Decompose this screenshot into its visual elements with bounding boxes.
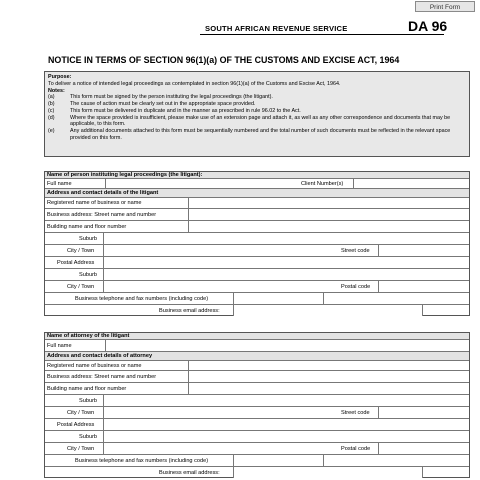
city-label: City / Town xyxy=(67,409,95,416)
litigant-client-number-field[interactable] xyxy=(353,179,469,188)
litigant-street-code-field[interactable] xyxy=(378,245,469,256)
litigant-postal-suburb-field[interactable] xyxy=(103,269,469,280)
attorney-full-name-row xyxy=(45,340,469,352)
business-address-label: Business address: Street name and number xyxy=(47,373,157,380)
suburb-label: Suburb xyxy=(79,271,98,278)
litigant-section xyxy=(44,171,470,316)
building-label: Building name and floor number xyxy=(47,385,127,392)
registered-name-label: Registered name of business or name xyxy=(47,200,142,206)
litigant-full-name-row xyxy=(45,179,469,189)
litigant-telephone-row xyxy=(45,293,469,305)
attorney-registered-name-row xyxy=(45,361,469,371)
note-number: (e) xyxy=(48,128,55,134)
street-code-label: Street code xyxy=(341,247,370,254)
form-code: DA 96 xyxy=(408,18,448,34)
litigant-city-field[interactable] xyxy=(103,245,335,256)
litigant-registered-name-row xyxy=(45,198,469,209)
notes-heading: Notes: xyxy=(48,87,65,94)
litigant-fax-field[interactable] xyxy=(323,293,423,304)
attorney-telephone-field[interactable] xyxy=(233,455,323,466)
telephone-label: Business telephone and fax numbers (including code) xyxy=(75,457,209,464)
email-label: Business email address: xyxy=(159,469,220,476)
litigant-business-address-row xyxy=(45,209,469,221)
attorney-telephone-row xyxy=(45,455,469,467)
email-label: Business email address: xyxy=(159,307,220,314)
litigant-city-row xyxy=(45,245,469,257)
attorney-suburb-field[interactable] xyxy=(103,395,469,406)
attorney-heading: Name of attorney of the litigant xyxy=(45,333,469,340)
litigant-postal-suburb-row xyxy=(45,269,469,281)
note-item xyxy=(48,115,466,129)
business-address-label: Business address: Street name and number xyxy=(47,211,157,218)
note-number: (c) xyxy=(48,107,55,114)
client-number-label: Client Number(s) xyxy=(301,180,344,187)
attorney-registered-name-field[interactable] xyxy=(188,361,469,370)
attorney-city-field[interactable] xyxy=(103,407,335,418)
litigant-postal-code-field[interactable] xyxy=(378,281,469,292)
telephone-label: Business telephone and fax numbers (including code) xyxy=(75,295,209,302)
note-text: This form must be signed by the person instituting the legal proceedings (the litigant). xyxy=(70,94,273,101)
litigant-heading: Name of person instituting legal proceedings (the litigant): xyxy=(45,172,469,179)
full-name-label: Full name xyxy=(47,180,72,187)
litigant-email-field[interactable] xyxy=(233,305,423,316)
city-label: City / Town xyxy=(67,283,95,290)
attorney-full-name-field[interactable] xyxy=(105,340,469,351)
attorney-postal-suburb-row xyxy=(45,431,469,443)
litigant-postal-city-row xyxy=(45,281,469,293)
attorney-section xyxy=(44,332,470,478)
note-item xyxy=(48,128,466,142)
note-item xyxy=(48,94,466,101)
attorney-building-field[interactable] xyxy=(188,383,469,394)
purpose-heading: Purpose: xyxy=(48,74,72,80)
registered-name-label: Registered name of business or name xyxy=(47,362,142,369)
note-text: The cause of action must be clearly set out in the appropriate space provided. xyxy=(70,101,256,107)
postal-address-label: Postal Address xyxy=(57,259,95,266)
litigant-building-field[interactable] xyxy=(188,221,469,232)
attorney-postal-city-field[interactable] xyxy=(103,443,335,454)
full-name-label: Full name xyxy=(47,342,72,349)
note-item xyxy=(48,108,466,115)
postal-code-label: Postal code xyxy=(341,283,371,290)
agency-name: SOUTH AFRICAN REVENUE SERVICE xyxy=(205,24,348,33)
attorney-address-heading: Address and contact details of attorney xyxy=(45,352,469,361)
litigant-building-row xyxy=(45,221,469,233)
litigant-suburb-row xyxy=(45,233,469,245)
litigant-registered-name-field[interactable] xyxy=(188,198,469,208)
city-label: City / Town xyxy=(67,445,95,452)
print-form-button[interactable]: Print Form xyxy=(415,1,475,12)
city-label: City / Town xyxy=(67,247,95,254)
page-title: NOTICE IN TERMS OF SECTION 96(1)(a) OF THE CUSTOMS AND EXCISE ACT, 1964 xyxy=(48,55,400,65)
purpose-box xyxy=(44,71,470,157)
attorney-postal-code-field[interactable] xyxy=(378,443,469,454)
postal-code-label: Postal code xyxy=(341,445,371,452)
litigant-street-field[interactable] xyxy=(188,209,469,220)
suburb-label: Suburb xyxy=(79,397,98,404)
note-item xyxy=(48,101,466,108)
attorney-street-field[interactable] xyxy=(188,371,469,382)
litigant-full-name-field[interactable] xyxy=(105,179,297,188)
note-number: (b) xyxy=(48,101,55,107)
attorney-postal-city-row xyxy=(45,443,469,455)
attorney-business-address-row xyxy=(45,371,469,383)
attorney-building-row xyxy=(45,383,469,395)
purpose-text: To deliver a notice of intended legal proceedings as contemplated in section 96(1)(a) of the Customs and Excise Act, 1964. xyxy=(48,80,341,87)
litigant-address-heading: Address and contact details of the litigant xyxy=(45,189,469,198)
litigant-telephone-field[interactable] xyxy=(233,293,323,304)
postal-address-label: Postal Address xyxy=(57,421,95,428)
street-code-label: Street code xyxy=(341,409,370,416)
attorney-postal-address-field[interactable] xyxy=(103,419,469,430)
suburb-label: Suburb xyxy=(79,433,98,440)
note-text: Any additional documents attached to this form must be sequentially numbered and the total number of such documents must be reflected in the relevant space provided on this form. xyxy=(70,128,451,141)
litigant-postal-row xyxy=(45,257,469,269)
attorney-email-field[interactable] xyxy=(233,467,423,478)
litigant-suburb-field[interactable] xyxy=(103,233,469,244)
note-number: (d) xyxy=(48,114,55,121)
attorney-postal-suburb-field[interactable] xyxy=(103,431,469,442)
header-rule xyxy=(200,34,444,35)
suburb-label: Suburb xyxy=(79,235,98,242)
litigant-postal-address-field[interactable] xyxy=(103,257,469,268)
attorney-city-row xyxy=(45,407,469,419)
attorney-street-code-field[interactable] xyxy=(378,407,469,418)
note-text: This form must be delivered in duplicate and in the manner as prescribed in rule 96.02 to the Act. xyxy=(70,107,301,114)
attorney-email-row xyxy=(45,467,469,478)
note-number: (a) xyxy=(48,94,55,101)
litigant-email-row xyxy=(45,305,469,316)
attorney-suburb-row xyxy=(45,395,469,407)
litigant-postal-city-field[interactable] xyxy=(103,281,335,292)
attorney-fax-field[interactable] xyxy=(323,455,423,466)
attorney-postal-row xyxy=(45,419,469,431)
building-label: Building name and floor number xyxy=(47,223,127,230)
note-text: Where the space provided is insufficient, please make use of an extension page and attach it, as well as any other correspondence and documents that may be applicable, to this form. xyxy=(70,114,451,128)
